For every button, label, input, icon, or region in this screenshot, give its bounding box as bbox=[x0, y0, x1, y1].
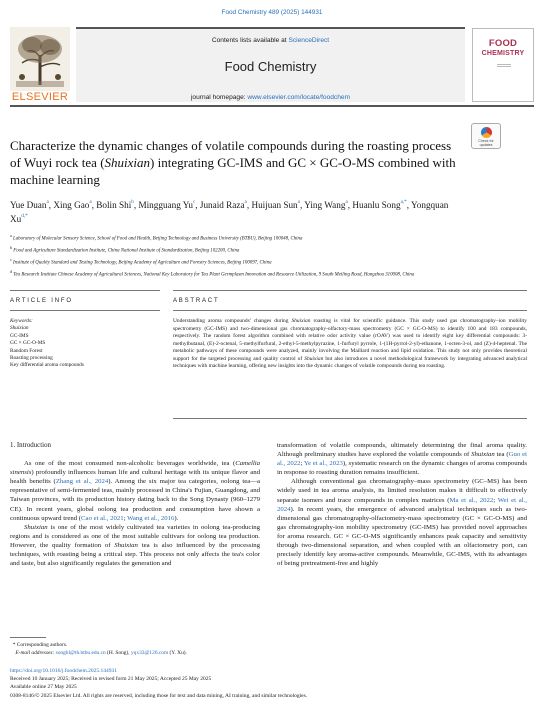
author[interactable]: Yongquan $Xu^{d,*}$ bbox=[10, 200, 449, 224]
affiliation: $^a$ Laboratory of Molecular Sensory Science, School of Food and Health, Beijing Technology and Business University (BTBU), Beijing 100048, China bbox=[10, 233, 303, 242]
elsevier-tree-logo[interactable] bbox=[10, 27, 70, 103]
homepage-line bbox=[76, 94, 465, 101]
body-column-right bbox=[277, 441, 527, 568]
contents-prefix: Contents lists available at bbox=[211, 37, 289, 44]
affiliation: $^d$ Tea Research Institute Chinese Academy of Agricultural Sciences, National Key Laboratory for Tea Plant Germplasm Innovation and Resource Utilization, 9 South Meiling Road, Hangzhou 310008, China bbox=[10, 269, 415, 278]
email-note: E-mail addresses: songhl@th.btbu.edu.cn (H. Song), yqx33@126.com (Y. Xu). bbox=[15, 650, 187, 656]
journal-name: Food Chemistry bbox=[224, 59, 317, 74]
author[interactable]: Huijuan Sun$^a$ bbox=[251, 199, 300, 210]
citation-link[interactable]: Zhang et al., 2024 bbox=[55, 478, 109, 486]
journal-reference[interactable]: Food Chemistry 489 (2025) 144931 bbox=[221, 9, 323, 16]
keyword: GC-IMS bbox=[10, 332, 29, 339]
check-updates-label: Check for updates bbox=[478, 139, 494, 147]
contents-line bbox=[76, 37, 465, 44]
abstract-rule bbox=[173, 290, 527, 291]
article-info-heading: ARTICLE INFO bbox=[10, 298, 73, 304]
author[interactable]: Yue Duan$^a$ bbox=[10, 199, 49, 210]
email-link[interactable]: yqx33@126.com bbox=[130, 650, 169, 656]
masthead-divider bbox=[10, 105, 534, 107]
citation-link[interactable]: Ma et al., 2022 bbox=[449, 496, 494, 504]
abstract-text: Understanding aroma compounds' changes during Shuixian roasting is vital for scientific guidance. This study used gas chromatography–ion mobility spectrometry (GC-IMS) and two-dimensional gas chromatography-olfactory-mass spectrometry (GC × GC-O-MS) to identify 100 and 183 compounds, respectively. The random forest algorithm combined with relative odor activity value (rOAV) was used to identify eight key differential compounds: 3-methylbutanal, (E)-2-octenal, 5-methylfurfural, 2-ethyl-5-methylpyrazine, 1-furfuryl pyrrole, 1-(1H-pyrrol-2-yl)-ethanone, 1-octen-3-ol, and (Z)-4-heptenal. The metabolic pathways of these compounds were analyzed, mainly involving the Maillard reaction and lipid oxidation. This study not only provides theoretical support for the targeted processing and quality control of Shuixian but also introduces a novel methodological framework by integrating advanced analytical techniques with machine learning, offering new insights into the dynamic changes of volatile compounds during tea roasting. bbox=[173, 318, 527, 370]
homepage-link[interactable]: www.elsevier.com/locate/foodchem bbox=[247, 94, 351, 101]
author[interactable]: Junaid Raza$^a$ bbox=[199, 199, 247, 210]
footnote-divider bbox=[10, 637, 46, 638]
affiliation: $^c$ Institute of Quality Standard and Testing Technology, Beijing Academy of Agriculture and Forestry Sciences, Beijing 100097, China bbox=[10, 257, 272, 266]
check-for-updates-button[interactable] bbox=[471, 123, 501, 149]
doi-link[interactable]: https://doi.org/10.1016/j.foodchem.2025.144931 bbox=[10, 668, 117, 674]
author[interactable]: Huanlu Song$^{a,*}$ bbox=[352, 199, 407, 210]
article-info-subrule bbox=[10, 310, 160, 311]
keywords-block bbox=[10, 318, 160, 370]
section-heading: 1. Introduction bbox=[10, 442, 51, 449]
keyword: Shuixian bbox=[10, 325, 29, 332]
title-italic: Shuixian bbox=[104, 155, 151, 170]
homepage-prefix: journal homepage: bbox=[190, 94, 248, 101]
sciencedirect-link[interactable]: ScienceDirect bbox=[288, 37, 330, 44]
author-list: Yue Duan$^a$, Xing Gao$^a$, Bolin Shi$^b$, Mingguang Yu$^c$, Junaid Raza$^a$, Huijuan Sun$^a$, Ying Wang$^a$, Huanlu Song$^{a,*}$, Yongquan $Xu^{d,*}$ bbox=[10, 199, 449, 224]
paragraph: transformation of volatile compounds, ultimately determining the final aroma quality. Although preliminary studies have explored the volatile compounds of Shuixian tea (Guo et al., 2022; Ye et al., 2023), systematic research on the dynamic changes of aroma compounds in response to roasting duration remains insufficient. bbox=[277, 442, 528, 477]
keyword: Key differential aroma compounds bbox=[10, 362, 84, 369]
citation-link[interactable]: Wang et al., 2016 bbox=[127, 514, 175, 522]
abstract-bottom-rule bbox=[173, 418, 527, 419]
paragraph: As one of the most consumed non-alcoholic beverages worldwide, tea (Camellia sinensis) profoundly influences human life and cultural heritage with its unique flavor and health benefits (Zhang et al., 2024). Among the six major tea categories, oolong tea—a representative of semi-fermented teas, mainly processed in China's Fujian, Guangdong, and Taiwan provinces, with its production history dating back to the Song Dynasty (960–1279 CE). In recent years, global oolong tea production and consumption have shown a continuous upward trend (Cao et al., 2021; Wang et al., 2016). bbox=[10, 460, 260, 522]
author[interactable]: Mingguang Yu$^c$ bbox=[138, 199, 196, 210]
copyright-line: 0308-8146/© 2025 Elsevier Ltd. All rights are reserved, including those for text and data mining, AI training, and similar technologies. bbox=[10, 692, 308, 699]
publication-info bbox=[10, 667, 534, 700]
affiliation: $^b$ Food and Agriculture Standardization Institute, China National Institute of Standardization, Beijing 102200, China bbox=[10, 245, 240, 254]
citation-link[interactable]: Guo et al., 2022 bbox=[277, 451, 527, 468]
body-column-left bbox=[10, 441, 260, 568]
title-part-1: Characterize the dynamic changes of volatile compounds during the roasting process of Wuyi rock tea ( bbox=[10, 138, 452, 170]
article-title bbox=[10, 137, 465, 188]
keyword: Roasting processing bbox=[10, 355, 53, 362]
citation-link[interactable]: Cao et al., 2021 bbox=[81, 514, 124, 522]
citation-link[interactable]: Ye et al., 2023 bbox=[303, 460, 343, 468]
cover-title-line-1: FOOD bbox=[488, 38, 518, 49]
keyword: GC × GC-O-MS bbox=[10, 340, 46, 347]
author[interactable]: Bolin Shi$^b$ bbox=[96, 199, 134, 210]
received-dates: Received 10 January 2025; Received in revised form 21 May 2025; Accepted 25 May 2025 bbox=[10, 676, 212, 683]
cover-title bbox=[473, 39, 533, 59]
check-updates-icon bbox=[481, 127, 492, 138]
email-link[interactable]: songhl@th.btbu.edu.cn bbox=[55, 650, 106, 656]
citation-link[interactable]: Wei et al., 2024 bbox=[277, 496, 527, 513]
cover-title-line-2: CHEMISTRY bbox=[481, 50, 525, 57]
journal-masthead bbox=[10, 27, 534, 104]
article-info-rule bbox=[10, 290, 160, 291]
cover-decoration bbox=[497, 64, 511, 67]
journal-info-box bbox=[76, 27, 465, 102]
title-part-2: ) integrating GC-IMS and GC × GC-O-MS combined with machine learning bbox=[10, 155, 456, 187]
corresponding-note: * Corresponding authors. bbox=[10, 642, 68, 648]
affiliations bbox=[10, 232, 480, 280]
journal-cover-thumbnail[interactable] bbox=[472, 28, 534, 102]
keywords-label: Keywords: bbox=[10, 318, 33, 324]
elsevier-tree-icon bbox=[10, 27, 70, 91]
paragraph: Although conventional gas chromatography–mass spectrometry (GC–MS) has been widely used in tea aroma analysis, its limited resolution makes it difficult to effectively separate isomers and trace compounds in complex matrices (Ma et al., 2022; Wei et al., 2024). In recent years, the emergence of advanced analytical techniques such as two-dimensional gas chromatography-olfactometry-mass spectrometry (GC × GC-O-MS) and gas chromatography-ion mobility spectrometry (GC-IMS) has provided novel approaches for aroma research. GC × GC-O-MS significantly enhances peak capacity and sensitivity through two-dimensional separation, and when coupled with an olfactometry port, can precisely identify key aroma-active compounds. Meanwhile, GC-IMS, with its advantages of being pretreatment-free and highly bbox=[277, 478, 527, 568]
available-date: Available online 27 May 2025 bbox=[10, 684, 77, 691]
paragraph: Shuixian is one of the most widely cultivated tea varieties in oolong tea-producing regions and is considered as one of the most suitable cultivars for oolong tea production. However, the quality formation of Shuixian tea is also influenced by the processing techniques, with roasting being a critical step. This process not only affects the tea's color and taste, but also significantly regulates the generation and bbox=[10, 523, 260, 568]
abstract-subrule bbox=[173, 310, 527, 311]
publisher-name: ELSEVIER bbox=[11, 91, 69, 103]
abstract-heading: ABSTRACT bbox=[173, 298, 220, 304]
author[interactable]: Xing Gao$^a$ bbox=[53, 199, 92, 210]
footnotes bbox=[10, 641, 410, 657]
keyword: Random Forest bbox=[10, 347, 43, 354]
author[interactable]: Ying Wang$^a$ bbox=[304, 199, 348, 210]
